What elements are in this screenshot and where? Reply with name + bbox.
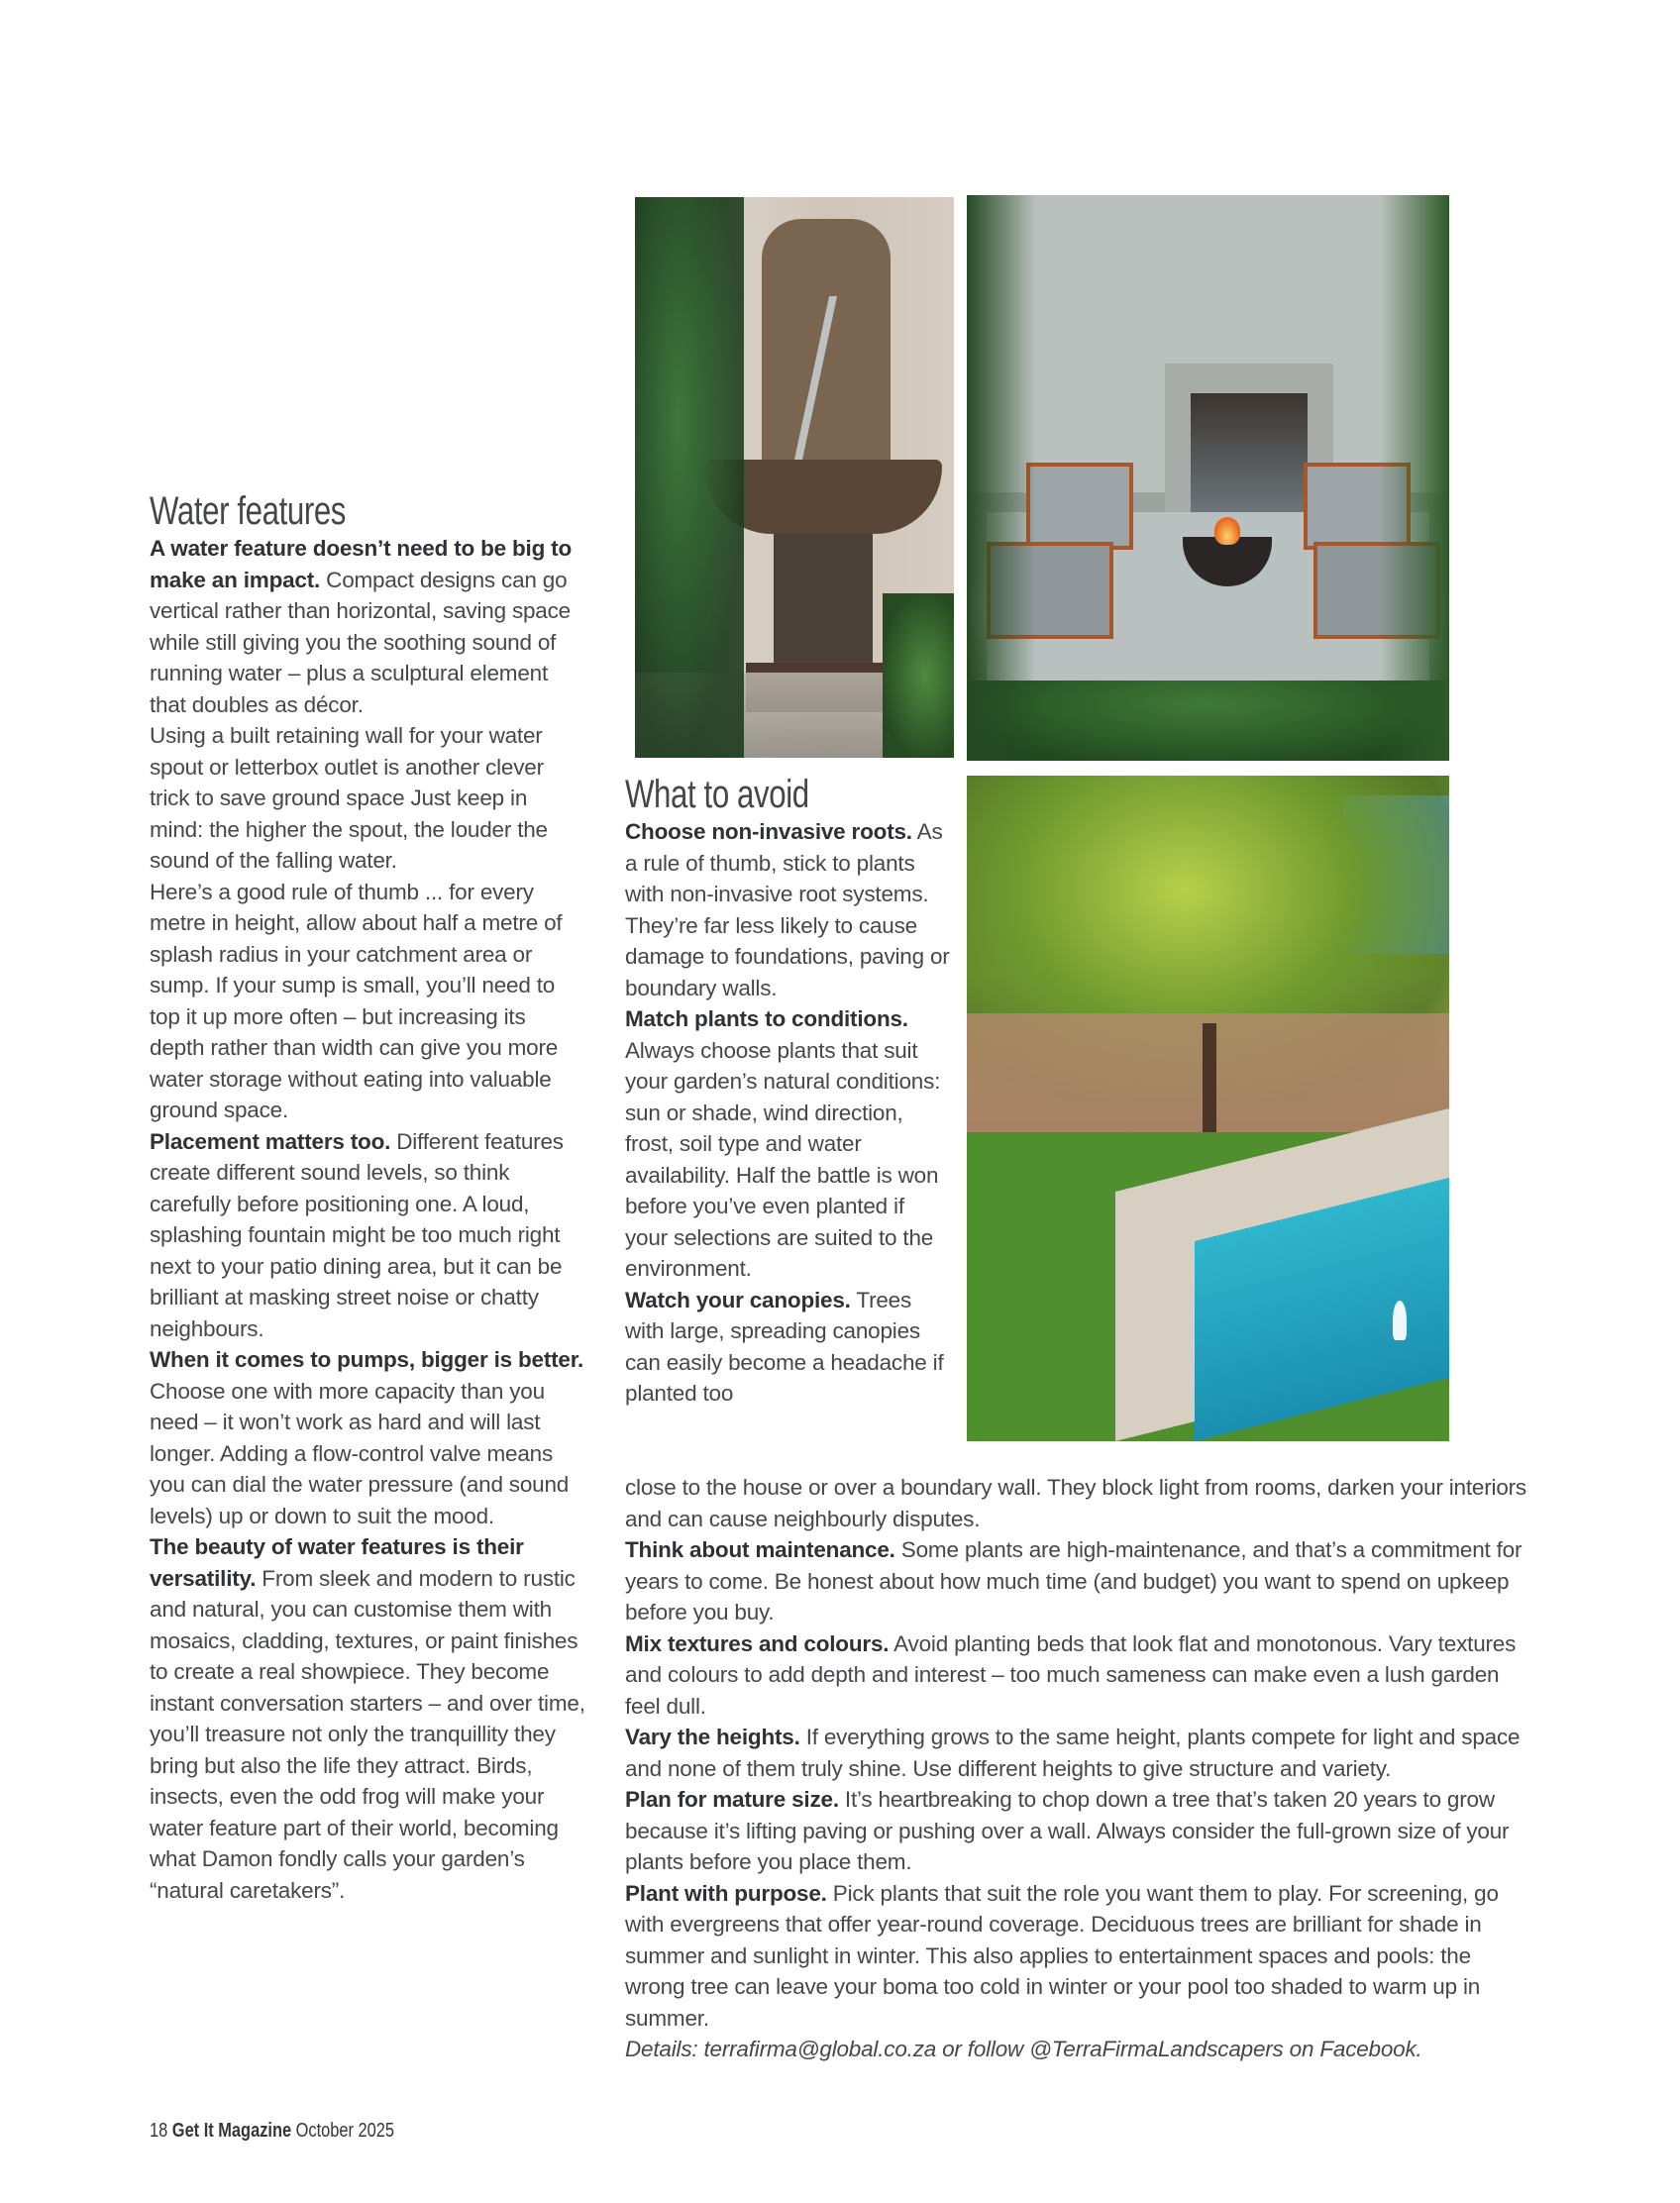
paragraph <box>625 1722 1536 1784</box>
paragraph <box>625 1784 1536 1878</box>
paragraph-lead: Watch your canopies. <box>625 1287 851 1312</box>
paragraph-body: It’s heartbreaking to chop down a tree that’s taken 20 years to grow because it’s lifting paving or pushing over a wall. Always consider the full-grown size of your plants before you place them. <box>625 1787 1510 1874</box>
paragraph-lead: Match plants to conditions. <box>625 1006 908 1031</box>
foliage-right-frame <box>1380 195 1449 761</box>
paragraph-body: Different features create different sound levels, so think carefully before positioning one. A loud, splashing fountain might be too much right next to your patio dining area, but it can be brilliant at masking street noise or chatty neighbours. <box>150 1128 564 1341</box>
section-heading: What to avoid <box>625 773 809 816</box>
paragraph-lead: Vary the heights. <box>625 1725 800 1749</box>
paragraph-lead: Mix textures and colours. <box>625 1630 890 1656</box>
paragraph-body: Choose one with more capacity than you need – it won’t work as hard and will last longer. Adding a flow-control valve means you can dial the water pressure (and sound levels) up or down to suit the mood. <box>150 1378 570 1528</box>
paragraph-body: If everything grows to the same height, plants compete for light and space and none of them truly shine. Use different heights to give structure and variety. <box>625 1725 1521 1781</box>
paragraph-lead: The beauty of water features is their versatility. <box>150 1534 524 1591</box>
issue-date: October 2025 <box>295 2120 395 2142</box>
pool-garden-photo <box>967 776 1449 1441</box>
paragraph <box>150 877 585 1126</box>
palm-foliage-left <box>635 197 744 758</box>
paragraph-body: close to the house or over a boundary wall. They block light from rooms, darken your interiors and can cause neighbourly disputes. <box>625 1475 1526 1531</box>
paragraph-lead: Choose non-invasive roots. <box>625 819 912 844</box>
paragraph-lead: When it comes to pumps, bigger is better. <box>150 1347 584 1372</box>
paragraph-body: Always choose plants that suit your garden’s natural conditions: sun or shade, wind direction, frost, soil type and water availability. Half the battle is won before you’ve even planted if your selections are suited to the environment. <box>625 1037 941 1281</box>
patio-waterfall-photo <box>967 195 1449 761</box>
foliage-left-frame <box>967 195 1036 761</box>
paragraph-body: Trees with large, spreading canopies can easily become a headache if planted too <box>625 1287 944 1406</box>
contact-details: Details: terrafirma@global.co.za or follow @TerraFirmaLandscapers on Facebook. <box>625 2037 1422 2061</box>
paragraph-body: Pick plants that suit the role you want them to play. For screening, go with evergreens that offer year-round coverage. Deciduous trees are brilliant for shade in summer and sunlight in winter. This also applies to entertainment spaces and pools: the wrong tree can leave your boma too cold in winter or your pool too shaded to warm up in summer. <box>625 1880 1499 2031</box>
paragraph <box>625 1534 1536 1628</box>
waterfall-water <box>1191 393 1308 522</box>
paragraph-body: Compact designs can go vertical rather than horizontal, saving space while still giving you the soothing sound of running water – plus a sculptural element that doubles as décor. <box>150 567 571 717</box>
fountain-pedestal <box>774 534 873 663</box>
paragraph-lead: A water feature doesn’t need to be big to make an impact. <box>150 536 573 592</box>
paragraph-lead: Plant with purpose. <box>625 1880 827 1906</box>
hedge-foreground <box>967 681 1449 761</box>
chair-back-left <box>1026 463 1133 550</box>
what-to-avoid-continued <box>625 1472 1536 2065</box>
paragraph <box>625 1003 952 1285</box>
page-number: 18 <box>150 2120 168 2142</box>
paragraph <box>625 1285 952 1410</box>
section-heading: Water features <box>150 489 346 533</box>
paragraph-body: Some plants are high-maintenance, and that’s a commitment for years to come. Be honest about how much time (and budget) you want to spend on upkeep before you buy. <box>625 1537 1522 1625</box>
paragraph <box>625 816 952 1003</box>
fire-flame <box>1214 517 1240 545</box>
paragraph-body: Using a built retaining wall for your water spout or letterbox outlet is another clever trick to save ground space Just keep in mind: the higher the spout, the louder the sound of the falling water. <box>150 723 548 873</box>
paragraph <box>150 1531 585 1906</box>
paragraph <box>150 720 585 877</box>
paragraph-body: Here’s a good rule of thumb ... for every metre in height, allow about half a metre of splash radius in your catchment area or sump. If your sump is small, you’ll need to top it up more often – but increasing its depth rather than width can give you more water storage without eating into valuable ground space. <box>150 879 563 1122</box>
paragraph-body: Avoid planting beds that look flat and monotonous. Vary textures and colours to add depth and interest – too much sameness can make even a lush garden feel dull. <box>625 1630 1517 1719</box>
paragraph <box>150 1126 585 1345</box>
paragraph-body: From sleek and modern to rustic and natural, you can customise them with mosaics, cladding, textures, or paint finishes to create a real showpiece. They become instant conversation starters – and over time, you’ll treasure not only the tranquillity they bring but also the life they attract. Birds, insects, even the odd frog will make your water feature part of their world, becoming what Damon fondly calls your garden’s “natural caretakers”. <box>150 1565 585 1903</box>
what-to-avoid-section <box>625 773 952 1410</box>
paragraph-body: As a rule of thumb, stick to plants with non-invasive root systems. They’re far less likely to cause damage to foundations, paving or boundary walls. <box>625 819 950 1000</box>
paragraph-lead: Think about maintenance. <box>625 1537 895 1562</box>
water-features-section <box>150 489 585 1906</box>
paragraph <box>625 1628 1536 1723</box>
paragraph <box>150 533 585 720</box>
paragraph <box>150 1344 585 1531</box>
paragraph <box>625 1878 1536 2035</box>
paragraph <box>625 1472 1536 1534</box>
publication-name: Get It Magazine <box>171 2120 292 2142</box>
palm-foliage-right <box>883 593 954 758</box>
paragraph-lead: Placement matters too. <box>150 1128 391 1154</box>
page-footer <box>150 2120 394 2143</box>
fountain-jet <box>1393 1301 1407 1340</box>
fountain-photo <box>635 197 954 758</box>
paragraph-lead: Plan for mature size. <box>625 1787 839 1812</box>
